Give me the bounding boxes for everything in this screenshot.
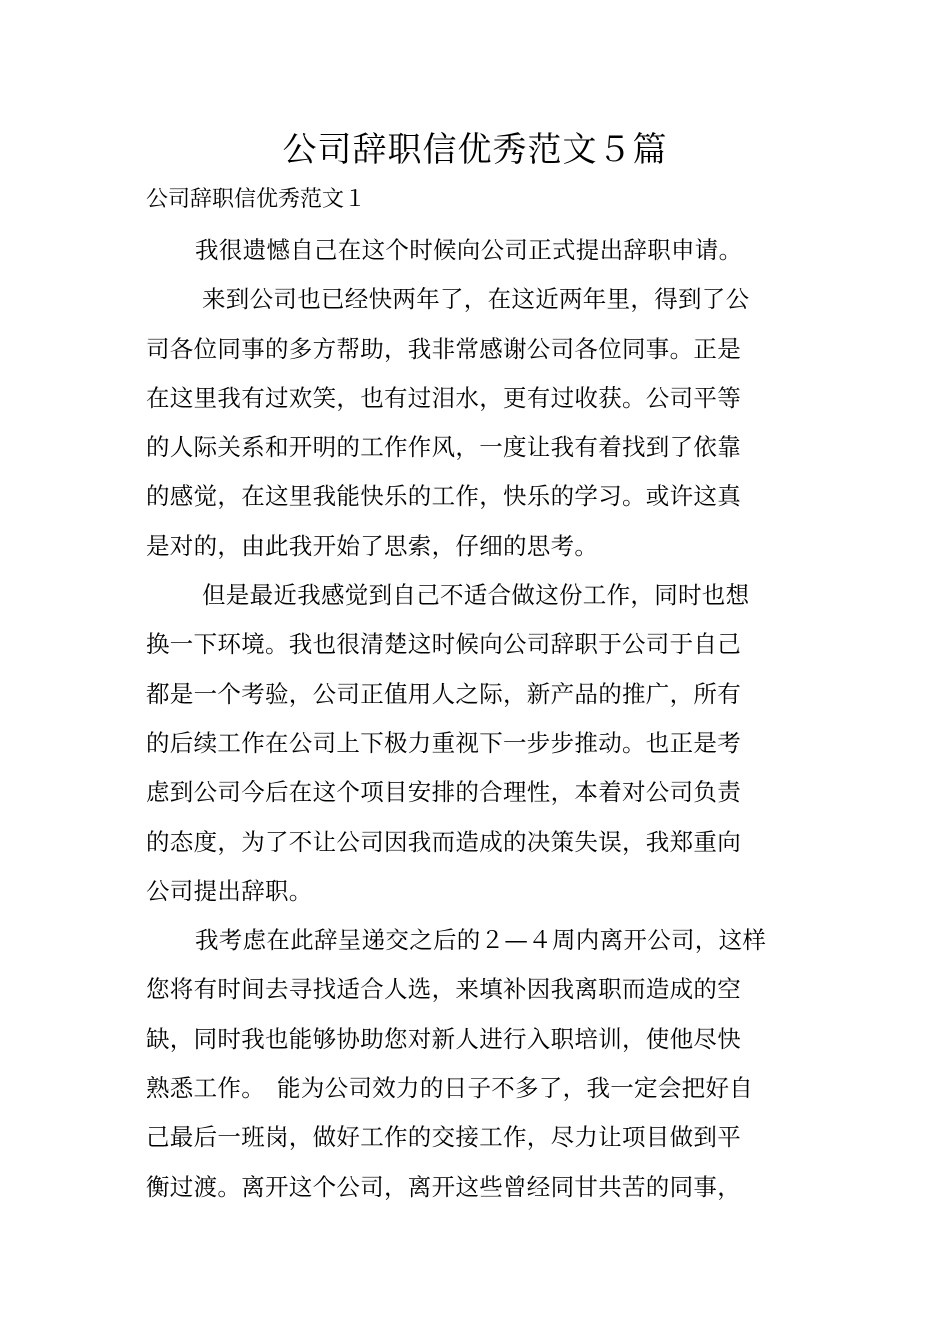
body-line: 虑到公司今后在这个项目安排的合理性，本着对公司负责 [146, 778, 741, 807]
section-heading: 公司辞职信优秀范文１ [146, 187, 367, 212]
document-title: 公司辞职信优秀范文５篇 [282, 130, 668, 170]
body-line: 您将有时间去寻找适合人选，来填补因我离职而造成的空 [146, 975, 741, 1004]
body-line: 我考虑在此辞呈递交之后的２—４周内离开公司，这样 [195, 926, 767, 955]
body-line: 的人际关系和开明的工作作风，一度让我有着找到了依靠 [146, 433, 741, 462]
body-line: 司各位同事的多方帮助，我非常感谢公司各位同事。正是 [146, 334, 741, 363]
body-line: 缺，同时我也能够协助您对新人进行入职培训，使他尽快 [146, 1024, 741, 1053]
body-line: 的后续工作在公司上下极力重视下一步步推动。也正是考 [146, 728, 741, 757]
body-line: 来到公司也已经快两年了，在这近两年里，得到了公 [202, 285, 750, 314]
body-line: 的感觉，在这里我能快乐的工作，快乐的学习。或许这真 [146, 482, 741, 511]
body-line: 我很遗憾自己在这个时候向公司正式提出辞职申请。 [195, 236, 743, 264]
body-line: 但是最近我感觉到自己不适合做这份工作，同时也想 [202, 581, 750, 610]
letter-body [146, 226, 806, 1212]
body-line: 都是一个考验，公司正值用人之际，新产品的推广，所有 [146, 679, 741, 708]
body-line: 换一下环境。我也很清楚这时候向公司辞职于公司于自己 [146, 630, 741, 659]
body-line: 是对的，由此我开始了思索，仔细的思考。 [146, 531, 599, 560]
body-line: 公司提出辞职。 [146, 876, 313, 905]
body-line: 熟悉工作。 能为公司效力的日子不多了，我一定会把好自 [146, 1074, 754, 1103]
body-line: 己最后一班岗，做好工作的交接工作，尽力让项目做到平 [146, 1123, 741, 1152]
body-line: 衡过渡。离开这个公司，离开这些曾经同甘共苦的同事， [146, 1172, 741, 1201]
body-line: 的态度，为了不让公司因我而造成的决策失误，我郑重向 [146, 827, 741, 856]
body-line: 在这里我有过欢笑，也有过泪水，更有过收获。公司平等 [146, 383, 741, 412]
